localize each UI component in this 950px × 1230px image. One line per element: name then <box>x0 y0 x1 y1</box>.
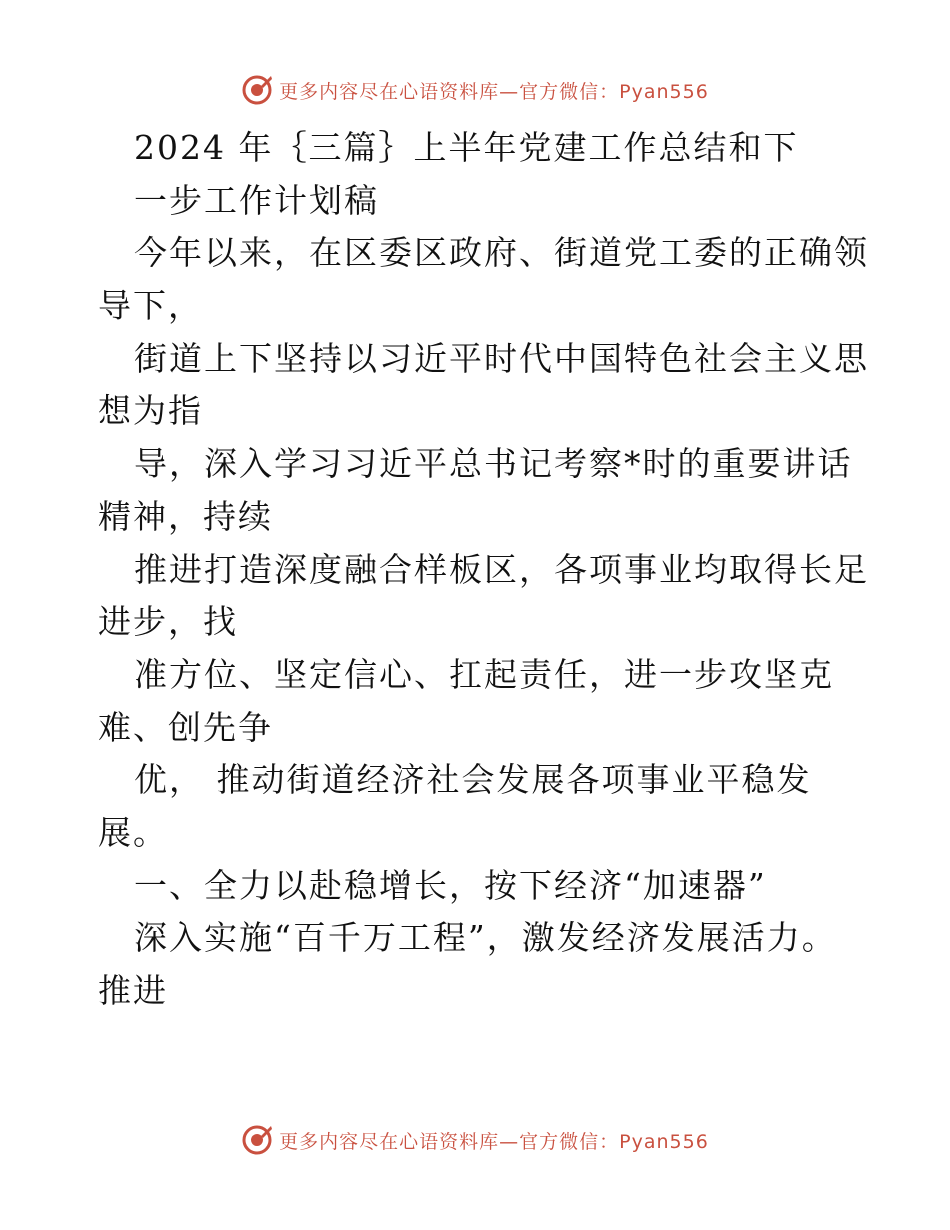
footer-watermark-text: 更多内容尽在心语资料库—官方微信：Pyan556 <box>279 1130 709 1153</box>
pen-logo-icon <box>241 74 273 106</box>
title-line-1: 2024 年｛三篇｝上半年党建工作总结和下 <box>134 128 799 167</box>
paragraph-line: 准方位、坚定信心、扛起责任，进一步攻坚克 <box>134 654 834 694</box>
paragraph-line: 精神，持续 <box>98 496 273 536</box>
paragraph-line: 想为指 <box>98 391 203 431</box>
header-watermark-text: 更多内容尽在心语资料库—官方微信：Pyan556 <box>279 80 709 103</box>
title-line-2: 一步工作计划稿 <box>134 180 379 220</box>
paragraph-line: 推进 <box>98 971 168 1010</box>
paragraph-line: 街道上下坚持以习近平时代中国特色社会主义思 <box>134 338 869 378</box>
paragraph-line: 推进打造深度融合样板区，各项事业均取得长足 <box>134 549 869 589</box>
paragraph-line: 优， 推动街道经济社会发展各项事业平稳发 <box>134 760 812 800</box>
paragraph-line: 展。 <box>98 812 168 852</box>
document-body <box>98 122 888 1018</box>
paragraph-line: 导下， <box>98 286 203 326</box>
paragraph-line: 导，深入学习习近平总书记考察*时的重要讲话 <box>134 444 853 484</box>
pen-logo-icon <box>241 1124 273 1156</box>
paragraph-line: 深入实施“百千万工程”，激发经济发展活力。 <box>134 918 837 958</box>
paragraph-line: 进步，找 <box>98 602 238 642</box>
paragraph-line: 难、创先争 <box>98 707 273 747</box>
paragraph-line: 今年以来，在区委区政府、街道党工委的正确领 <box>134 233 869 273</box>
footer-watermark-banner <box>0 1120 950 1160</box>
section-heading: 一、全力以赴稳增长，按下经济“加速器” <box>134 865 767 905</box>
header-watermark-banner <box>0 70 950 110</box>
